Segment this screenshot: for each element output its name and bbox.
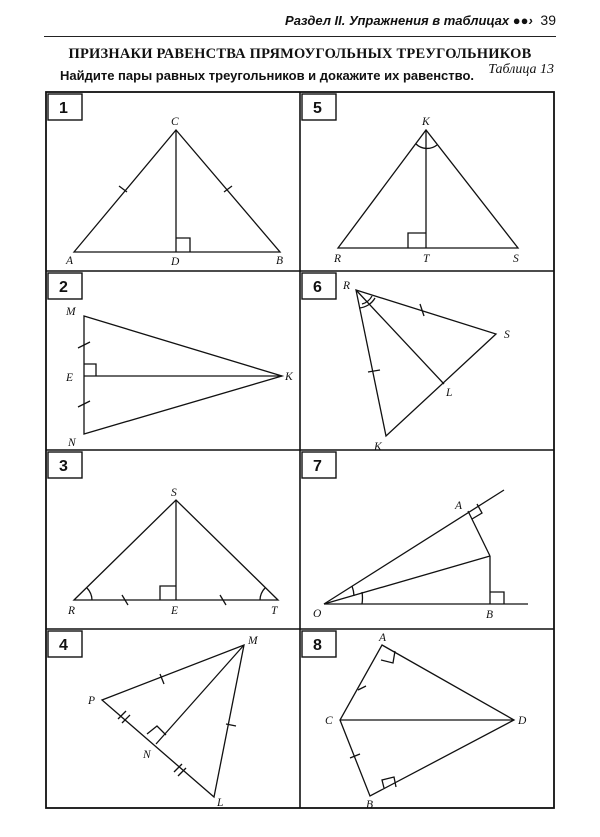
cell-number: 1 [59,100,68,117]
vertex-label: E [66,372,74,384]
vertex-label: O [313,608,322,620]
vertex-label: K [374,441,382,453]
cell-number: 6 [313,279,322,296]
vertex-label: M [66,306,76,318]
chevron-icon: ●●› [512,13,533,28]
figure-8 [340,645,514,796]
vertex-label: E [171,605,179,617]
vertex-label: B [366,799,374,811]
vertex-label: M [248,635,258,647]
instruction: Найдите пары равных треугольников и докажите их равенство. [60,68,475,83]
cell-number: 7 [313,458,322,475]
figure-7 [324,490,528,604]
vertex-label: T [271,605,278,617]
vertex-label: T [423,253,430,265]
figure-1 [74,130,280,252]
cell-number: 5 [313,100,322,117]
vertex-label: B [276,255,284,267]
vertex-label: N [68,437,76,449]
vertex-label: B [486,609,494,621]
vertex-label: D [518,715,527,727]
cell-number: 8 [313,637,322,654]
vertex-label: S [504,329,510,341]
figure-5 [338,130,518,248]
vertex-label: D [171,256,180,268]
vertex-label: R [68,605,76,617]
vertex-label: R [334,253,342,265]
vertex-label: C [325,715,333,727]
table-label: Таблица 13 [488,62,554,77]
vertex-label: K [422,116,430,128]
figure-4 [102,645,244,797]
vertex-label: K [285,371,293,383]
vertex-label: A [379,632,387,644]
vertex-label: A [66,255,74,267]
figure-3 [74,500,278,605]
vertex-label: S [171,487,177,499]
figure-2 [78,316,282,434]
figure-6 [356,290,496,436]
page-title: ПРИЗНАКИ РАВЕНСТВА ПРЯМОУГОЛЬНЫХ ТРЕУГОЛЬНИКОВ [68,46,532,62]
vertex-label: A [455,500,463,512]
vertex-label: C [171,116,179,128]
vertex-label: L [217,797,224,809]
vertex-label: L [446,387,453,399]
page-number: 39 [540,12,556,28]
vertex-label: R [343,280,351,292]
running-title: Раздел II. Упражнения в таблицах [285,13,510,28]
cell-number: 2 [59,279,68,296]
vertex-label: N [143,749,151,761]
vertex-label: P [88,695,96,707]
vertex-label: S [513,253,519,265]
cell-number: 4 [59,637,68,654]
cell-number: 3 [59,458,68,475]
